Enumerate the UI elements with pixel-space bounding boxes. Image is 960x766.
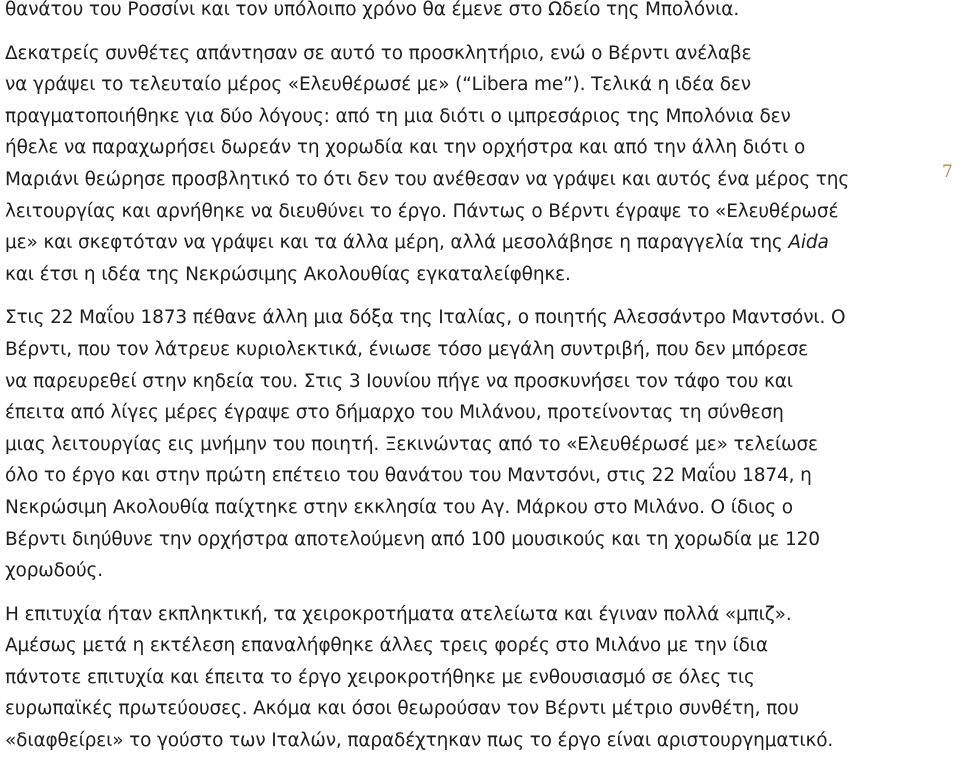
opera-title-aida: Aida [788, 232, 829, 254]
paragraph-2-text-b: και έτσι η ιδέα της Νεκρώσιμης Ακολουθίας εγκαταλείφθηκε. [5, 263, 571, 285]
paragraph-4: Η επιτυχία ήταν εκπληκτική, τα χειροκροτήματα ατελείωτα και έγιναν πολλά «μπιζ». Αμέσως μετά η εκτέλεση επαναλήφθηκε άλλες τρεις φορές στο Μιλάνο με την ίδια πάντοτε επιτυχία και έπειτα το έργο χειροκροτήθηκε με ενθουσιασμό σε όλες τις ευρωπαϊκές πρωτεύουσες. Ακόμα και όσοι θεωρούσαν τον Βέρντι μέτριο συνθέτη, που «διαφθείρει» το γούστο των Ιταλών, παραδέχτηκαν πως το έργο είναι αριστουργηματικό. [5, 603, 834, 752]
page-number: 7 [942, 162, 953, 182]
paragraph-2-text-a: Δεκατρείς συνθέτες απάντησαν σε αυτό το προσκλητήριο, ενώ ο Βέρντι ανέλαβε να γράψει το τελευταίο μέρος «Ελευθέρωσέ με» (“Libera me”). Τελικά η ιδέα δεν πραγματοποιήθηκε για δύο λόγους: από τη μια διότι ο ιμπρεσάριος της Μπολόνια δεν ήθελε να παραχωρήσει δωρεάν τη χορωδία και την ορχήστρα και από την άλλη διότι ο Μαριάνι θεώρησε προσβλητικό το ότι δεν του ανέθεσαν να γράψει και αυτός ένα μέρος της λειτουργίας και αρνήθηκε να διευθύνει το έργο. Πάντως ο Βέρντι έγραψε το «Ελευθέρωσέ με» και σκεφτόταν να γράψει και τα άλλα μέρη, αλλά μεσολάβησε η παραγγελία της [5, 42, 850, 254]
paragraph-2 [5, 38, 890, 291]
paragraph-3: Στις 22 Μαΐου 1873 πέθανε άλλη μια δόξα της Ιταλίας, ο ποιητής Αλεσσάντρο Μαντσόνι. Ο Βέρντι, που τον λάτρευε κυριολεκτικά, ένιωσε τόσο μεγάλη συντριβή, που δεν μπόρεσε να παρευρεθεί στην κηδεία του. Στις 3 Ιουνίου πήγε να προσκυνήσει τον τάφο του και έπειτα από λίγες μέρες έγραψε στο δήμαρχο του Μιλάνου, προτείνοντας τη σύνθεση μιας λειτουργίας εις μνήμην του ποιητή. Ξεκινώντας από το «Ελευθέρωσέ με» τελείωσε όλο το έργο και στην πρώτη επέτειο του θανάτου του Μαντσόνι, στις 22 Μαΐου 1874, η Νεκρώσιμη Ακολουθία παίχτηκε στην εκκλησία του Αγ. Μάρκου στο Μιλάνο. Ο ίδιος ο Βέρντι διηύθυνε την ορχήστρα αποτελούμενη από 100 μουσικούς και τη χορωδία με 120 χορωδούς. [5, 307, 846, 582]
document-body [5, 0, 890, 757]
paragraph-1: θανάτου του Ροσσίνι και τον υπόλοιπο χρόνο θα έμενε στο Ωδείο της Μπολόνια. [5, 0, 740, 20]
